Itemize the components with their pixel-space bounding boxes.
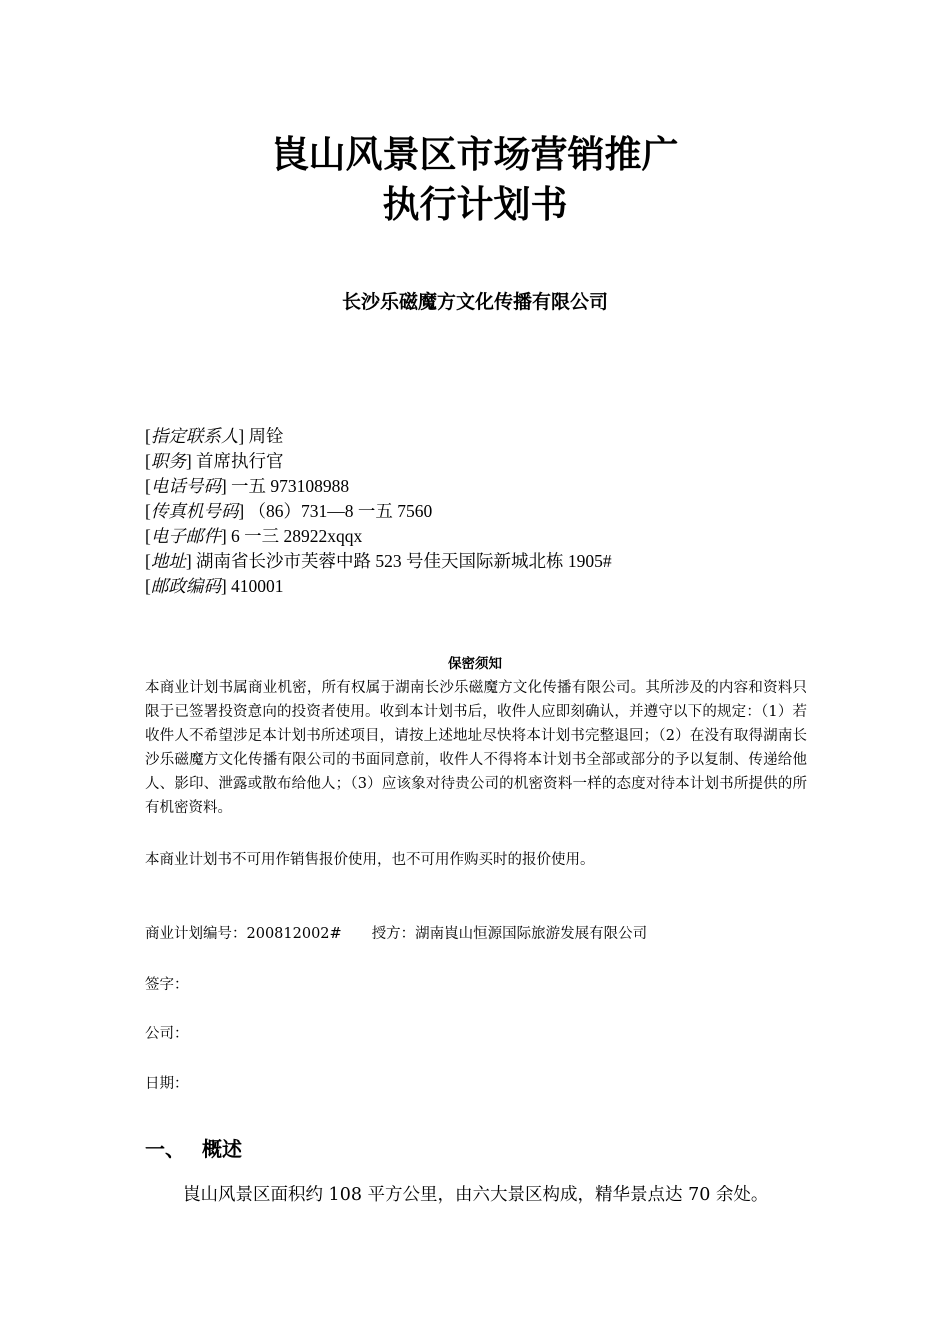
section-heading xyxy=(145,1133,242,1162)
plan-number: 商业计划编号：200812002# xyxy=(145,926,342,942)
contact-value: 410001 xyxy=(226,576,284,596)
document-title-line-1: 崀山风景区市场营销推广 xyxy=(271,133,679,176)
company-name: 长沙乐磁魔方文化传播有限公司 xyxy=(341,291,608,313)
plan-meta-row xyxy=(145,924,647,944)
contact-value: 周铨 xyxy=(244,426,284,446)
contact-row-address: [地址] 湖南省长沙市芙蓉中路 523 号佳天国际新城北栋 1905# xyxy=(145,551,612,571)
contact-value: 湖南省长沙市芙蓉中路 523 号佳天国际新城北栋 1905# xyxy=(191,551,612,571)
section-title: 概述 xyxy=(202,1137,242,1161)
section-number: 一、 xyxy=(145,1137,185,1161)
contact-value: （86）731—8 一五 7560 xyxy=(244,501,433,521)
contact-label: 职务 xyxy=(150,451,186,471)
contact-row-fax: [传真机号码] （86）731—8 一五 7560 xyxy=(145,501,433,521)
company-label: 公司： xyxy=(145,1026,189,1042)
contact-row-position: [职务] 首席执行官 xyxy=(145,451,284,471)
contact-info xyxy=(145,424,612,599)
contact-label: 地址 xyxy=(150,551,186,571)
contact-value: 一五 973108988 xyxy=(226,476,350,496)
sign-label: 签字： xyxy=(145,977,189,993)
contact-value: 首席执行官 xyxy=(191,451,284,471)
contact-row-person: [指定联系人] 周铨 xyxy=(145,426,284,446)
contact-row-email: [电子邮件] 6 一三 28922xqqx xyxy=(145,526,363,546)
contact-row-postcode: [邮政编码] 410001 xyxy=(145,576,284,596)
document-title-line-2: 执行计划书 xyxy=(382,183,568,226)
usage-notice: 本商业计划书不可用作销售报价使用，也不可用作购买时的报价使用。 xyxy=(145,852,595,868)
contact-label: 指定联系人 xyxy=(150,426,239,446)
grantee: 授方：湖南崀山恒源国际旅游发展有限公司 xyxy=(371,926,648,942)
body-paragraph: 崀山风景区面积约 108 平方公里，由六大景区构成，精华景点达 70 余处。 xyxy=(183,1185,769,1205)
contact-label: 传真机号码 xyxy=(150,501,239,521)
confidential-body: 本商业计划书属商业机密，所有权属于湖南长沙乐磁魔方文化传播有限公司。其所涉及的内容和资料只限于已签署投资意向的投资者使用。收到本计划书后，收件人应即刻确认，并遵守以下的规定：（1）若收件人不希望涉足本计划书所述项目，请按上述地址尽快将本计划书完整退回；（2）在没有取得湖南长沙乐磁魔方文化传播有限公司的书面同意前，收件人不得将本计划书全部或部分的予以复制、传递给他人、影印、泄露或散布给他人；（3）应该象对待贵公司的机密资料一样的态度对待本计划书所提供的所有机密资料。 xyxy=(145,680,807,816)
date-label: 日期： xyxy=(145,1076,189,1092)
contact-value: 6 一三 28922xqqx xyxy=(226,526,363,546)
contact-row-phone: [电话号码] 一五 973108988 xyxy=(145,476,350,496)
contact-label: 邮政编码 xyxy=(150,576,221,596)
confidential-heading: 保密须知 xyxy=(448,656,502,672)
contact-label: 电话号码 xyxy=(150,476,221,496)
contact-label: 电子邮件 xyxy=(150,526,221,546)
